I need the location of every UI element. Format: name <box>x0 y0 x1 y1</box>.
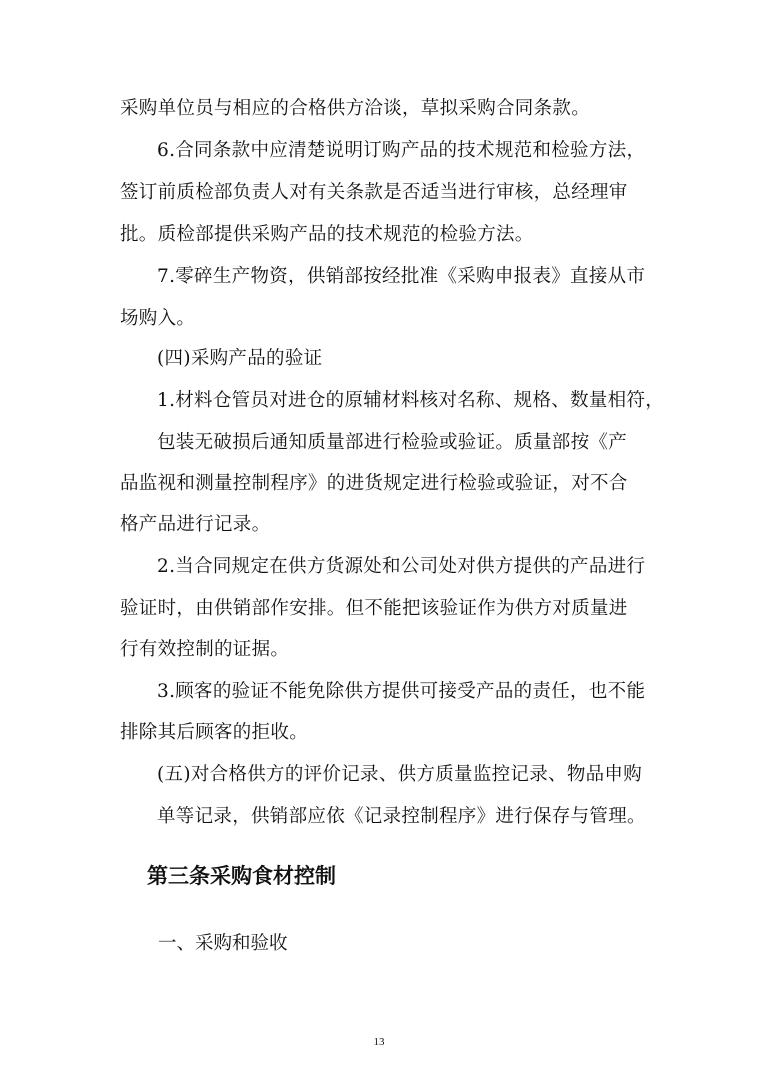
text-line: 排除其后顾客的拒收。 <box>120 722 309 743</box>
text-line: 包装无破损后通知质量部进行检验或验证。质量部按《产 <box>157 432 628 453</box>
section-heading: 第三条采购食材控制 <box>147 864 336 888</box>
text-line: 行有效控制的证据。 <box>120 639 290 660</box>
text-line: 单等记录，供销部应依《记录控制程序》进行保存与管理。 <box>157 806 646 827</box>
text-line: (四)采购产品的验证 <box>157 348 323 369</box>
subheading: 一、采购和验收 <box>158 933 288 954</box>
page-number: 13 <box>373 1036 385 1048</box>
text-line: 批。质检部提供采购产品的技术规范的检验方法。 <box>120 224 534 245</box>
text-line: 7.零碎生产物资，供销部按经批准《采购申报表》直接从市 <box>157 266 646 287</box>
text-line: 场购入。 <box>120 308 196 329</box>
text-line: 采购单位员与相应的合格供方洽谈，草拟采购合同条款。 <box>120 98 591 119</box>
text-line: 2.当合同规定在供方货源处和公司处对供方提供的产品进行 <box>157 556 646 577</box>
text-line: (五)对合格供方的评价记录、供方质量监控记录、物品申购 <box>157 764 643 785</box>
text-line: 3.顾客的验证不能免除供方提供可接受产品的责任，也不能 <box>157 681 646 702</box>
text-line: 签订前质检部负责人对有关条款是否适当进行审核，总经理审 <box>120 182 628 203</box>
text-line: 品监视和测量控制程序》的进货规定进行检验或验证，对不合 <box>120 473 628 494</box>
text-line: 格产品进行记录。 <box>120 514 271 535</box>
text-line: 6.合同条款中应清楚说明订购产品的技术规范和检验方法， <box>157 140 646 161</box>
text-line: 1.材料仓管员对进仓的原辅材料核对名称、规格、数量相符， <box>157 390 665 411</box>
text-line: 验证时，由供销部作安排。但不能把该验证作为供方对质量进 <box>120 598 628 619</box>
